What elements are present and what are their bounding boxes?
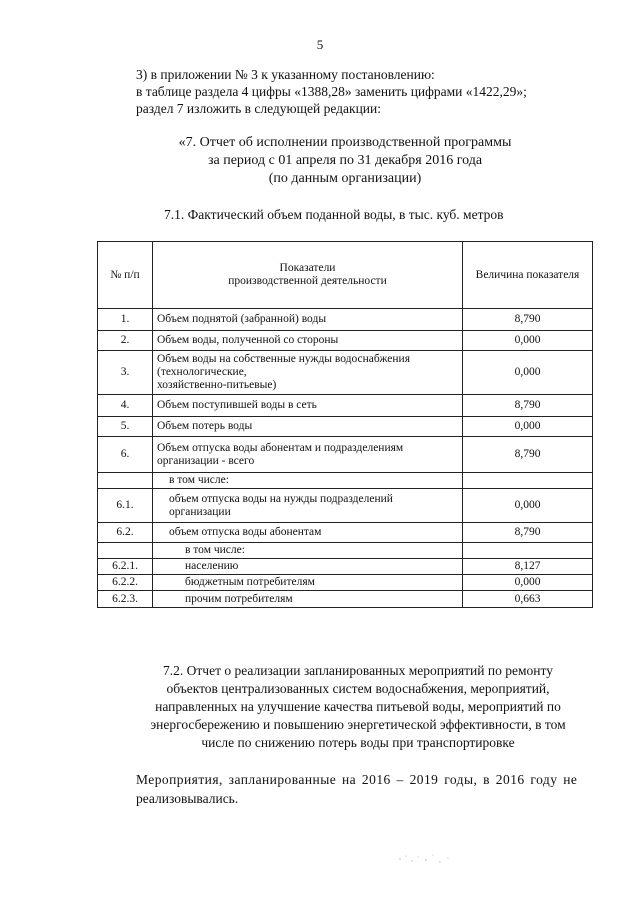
row-indicator-line: Объем воды, полученной со стороны	[157, 334, 339, 346]
row-indicator-line: Объем поднятой (забранной) воды	[157, 313, 327, 325]
intro-line: в таблице раздела 4 цифры «1388,28» заменить цифрами «1422,29»;	[136, 84, 527, 99]
row-value: 8,790	[463, 395, 593, 417]
row-indicator-line: населению	[185, 560, 239, 572]
row-num	[98, 543, 153, 559]
table-row	[98, 489, 593, 523]
table-row	[98, 591, 593, 608]
table-row	[98, 309, 593, 331]
row-indicator-line: бюджетным потребителям	[185, 576, 315, 588]
row-num: 2.	[98, 331, 153, 351]
table-row	[98, 523, 593, 543]
row-value	[463, 473, 593, 489]
row-indicator	[153, 591, 463, 608]
row-num: 6.2.2.	[98, 575, 153, 591]
row-value: 0,000	[463, 417, 593, 437]
row-num: 6.2.3.	[98, 591, 153, 608]
header-value: Величина показателя	[463, 242, 593, 309]
page-number: 5	[316, 37, 324, 52]
row-indicator-line: прочим потребителям	[185, 592, 293, 605]
table-header-row	[98, 242, 593, 309]
row-indicator	[153, 559, 463, 575]
section-7-2-line: числе по снижению потерь воды при транспортировке	[201, 735, 515, 750]
row-indicator-line: Объем потерь воды	[157, 420, 253, 432]
section-7-line: за период с 01 апреля по 31 декабря 2016 года	[207, 153, 483, 168]
table-row	[98, 437, 593, 473]
final-paragraph	[136, 770, 577, 808]
row-indicator-line: Объем воды на собственные нужды водоснабжения	[157, 353, 410, 365]
header-indicator-line: производственной деятельности	[228, 275, 387, 287]
row-indicator	[153, 395, 463, 417]
row-value	[463, 543, 593, 559]
header-indicator-line: Показатели	[279, 262, 336, 274]
row-indicator	[153, 575, 463, 591]
table-row	[98, 473, 593, 489]
row-indicator-line: (технологические,	[157, 366, 247, 378]
table-row	[98, 543, 593, 559]
row-indicator	[153, 489, 463, 523]
intro-line: раздел 7 изложить в следующей редакции:	[136, 101, 382, 116]
final-line: Мероприятия, запланированные на 2016 – 2019 годы, в 2016 году не	[136, 772, 578, 787]
row-indicator-line: организации	[169, 505, 231, 518]
row-indicator	[153, 351, 463, 395]
row-num: 3.	[98, 351, 153, 395]
row-value: 0,000	[463, 575, 593, 591]
row-value: 0,663	[463, 591, 593, 608]
table-row	[98, 395, 593, 417]
row-num: 6.2.1.	[98, 559, 153, 575]
section-7-2-line: энергосбережению и повышению энергетической эффективности, в том	[150, 717, 566, 732]
scan-artifact	[396, 851, 456, 867]
table-row	[98, 559, 593, 575]
row-num: 5.	[98, 417, 153, 437]
row-num: 6.2.	[98, 523, 153, 543]
row-value: 0,000	[463, 331, 593, 351]
row-value: 0,000	[463, 351, 593, 395]
water-supply-table	[97, 241, 593, 608]
row-indicator	[153, 309, 463, 331]
table-row	[98, 331, 593, 351]
section-7-2-line: объектов централизованных систем водоснабжения, мероприятий,	[166, 681, 550, 696]
row-value: 8,790	[463, 437, 593, 473]
row-num: 1.	[98, 309, 153, 331]
header-indicator	[153, 242, 463, 309]
table-row	[98, 417, 593, 437]
row-indicator-line: объем отпуска воды на нужды подразделений	[169, 492, 393, 505]
row-indicator-line: в том числе:	[169, 474, 229, 486]
table-row	[98, 351, 593, 395]
header-num: № п/п	[98, 242, 153, 309]
row-num: 6.1.	[98, 489, 153, 523]
row-indicator-line: организации - всего	[157, 454, 255, 467]
row-value: 8,790	[463, 523, 593, 543]
section-7-line: «7. Отчет об исполнении производственной программы	[178, 135, 512, 150]
final-line: реализовывались.	[136, 791, 239, 806]
section-7-2-heading	[118, 662, 598, 752]
row-indicator	[153, 543, 463, 559]
intro-paragraph	[136, 66, 527, 117]
row-indicator	[153, 473, 463, 489]
intro-line: 3) в приложении № 3 к указанному постановлению:	[136, 67, 435, 82]
section-7-2-line: 7.2. Отчет о реализации запланированных мероприятий по ремонту	[163, 663, 553, 678]
row-indicator-line: Объем отпуска воды абонентам и подразделениям	[157, 441, 404, 454]
row-indicator	[153, 417, 463, 437]
row-indicator	[153, 523, 463, 543]
row-indicator-line: в том числе:	[185, 544, 245, 556]
row-indicator-line: объем отпуска воды абонентам	[169, 526, 322, 538]
section-7-line: (по данным организации)	[268, 171, 422, 186]
row-indicator-line: хозяйственно-питьевые)	[157, 379, 277, 391]
row-indicator	[153, 437, 463, 473]
row-value: 8,127	[463, 559, 593, 575]
row-value: 8,790	[463, 309, 593, 331]
row-num	[98, 473, 153, 489]
row-num: 4.	[98, 395, 153, 417]
row-indicator	[153, 331, 463, 351]
section-7-2-line: направленных на улучшение качества питьевой воды, мероприятий по	[155, 699, 561, 714]
table-row	[98, 575, 593, 591]
section-7-1-title: 7.1. Фактический объем поданной воды, в тыс. куб. метров	[164, 207, 504, 222]
row-value: 0,000	[463, 489, 593, 523]
row-indicator-line: Объем поступившей воды в сеть	[157, 399, 317, 411]
section-7-heading	[0, 134, 640, 188]
row-num: 6.	[98, 437, 153, 473]
